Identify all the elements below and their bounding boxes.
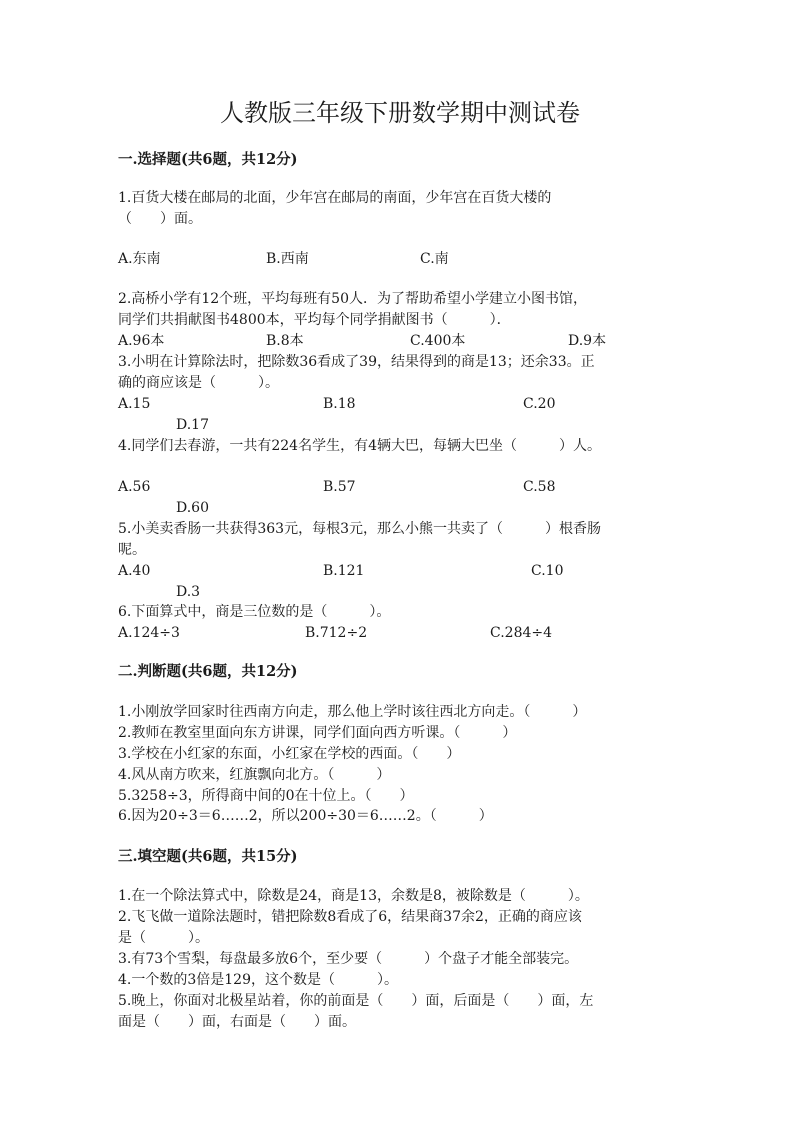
judge-item-5: 5.3258÷3，所得商中间的0在十位上。（ ） <box>118 788 414 804</box>
page-title: 人教版三年级下册数学期中测试卷 <box>220 99 580 127</box>
q5-option-a: A.40 <box>118 563 151 579</box>
q1-option-b: B.西南 <box>266 251 309 267</box>
q6-option-c: C.284÷4 <box>490 625 553 641</box>
q4-line1: 4.同学们去春游，一共有224名学生，有4辆大巴，每辆大巴坐（ ）人。 <box>118 438 601 454</box>
fill-line-4: 3.有73个雪梨，每盘最多放6个，至少要（ ）个盘子才能全部装完。 <box>118 951 579 967</box>
q5-option-c: C.10 <box>531 563 564 579</box>
q1-line1: 1.百货大楼在邮局的北面，少年宫在邮局的南面，少年宫在百货大楼的 <box>118 190 552 206</box>
q1-option-c: C.南 <box>420 251 449 267</box>
q2-option-c: C.400本 <box>410 333 466 349</box>
fill-line-5: 4.一个数的3倍是129，这个数是（ ）。 <box>118 972 398 988</box>
q6-line1: 6.下面算式中，商是三位数的是（ ）。 <box>118 604 391 620</box>
q4-option-c: C.58 <box>523 479 556 495</box>
q4-option-a: A.56 <box>118 479 151 495</box>
q5-line1: 5.小美卖香肠一共获得363元，每根3元，那么小熊一共卖了（ ）根香肠 <box>118 521 601 537</box>
judge-item-3: 3.学校在小红家的东面，小红家在学校的西面。（ ） <box>118 746 461 762</box>
fill-line-7: 面是（ ）面，右面是（ ）面。 <box>118 1014 356 1030</box>
section-heading-judgement: 二.判断题(共6题，共12分) <box>118 663 298 680</box>
q5-line2: 呢。 <box>118 542 146 558</box>
judge-item-2: 2.教师在教室里面向东方讲课，同学们面向西方听课。（ ） <box>118 725 517 741</box>
fill-line-1: 1.在一个除法算式中，除数是24，商是13，余数是8，被除数是（ ）。 <box>118 888 589 904</box>
q3-line1: 3.小明在计算除法时，把除数36看成了39，结果得到的商是13；还余33。正 <box>118 354 595 370</box>
q2-option-d: D.9本 <box>568 333 607 349</box>
q3-option-c: C.20 <box>523 396 556 412</box>
judge-item-4: 4.风从南方吹来，红旗飘向北方。（ ） <box>118 767 391 783</box>
q2-option-a: A.96本 <box>118 333 165 349</box>
q1-option-a: A.东南 <box>118 251 161 267</box>
q2-line2: 同学们共捐献图书4800本，平均每个同学捐献图书（ ）． <box>118 312 511 328</box>
q5-option-b: B.121 <box>323 563 365 579</box>
q6-option-b: B.712÷2 <box>305 625 368 641</box>
fill-line-6: 5.晚上，你面对北极星站着，你的前面是（ ）面，后面是（ ）面，左 <box>118 993 594 1009</box>
q2-option-b: B.8本 <box>266 333 304 349</box>
q4-option-d: D.60 <box>176 500 209 516</box>
fill-line-2: 2.飞飞做一道除法题时，错把除数8看成了6，结果商37余2，正确的商应该 <box>118 909 582 925</box>
judge-item-6: 6.因为20÷3＝6……2，所以200÷30＝6……2。（ ） <box>118 808 493 824</box>
q3-line2: 确的商应该是（ ）。 <box>118 375 279 391</box>
fill-line-3: 是（ ）。 <box>118 930 209 946</box>
q3-option-a: A.15 <box>118 396 151 412</box>
q6-option-a: A.124÷3 <box>118 625 180 641</box>
q5-option-d: D.3 <box>176 584 201 600</box>
q3-option-d: D.17 <box>176 417 209 433</box>
section-heading-choice: 一.选择题(共6题，共12分) <box>118 151 298 168</box>
q3-option-b: B.18 <box>323 396 356 412</box>
judge-item-1: 1.小刚放学回家时往西南方向走，那么他上学时该往西北方向走。（ ） <box>118 704 587 720</box>
q1-line2: （ ）面。 <box>118 211 202 227</box>
section-heading-fill: 三.填空题(共6题，共15分) <box>118 848 298 865</box>
q4-option-b: B.57 <box>323 479 356 495</box>
q2-line1: 2.高桥小学有12个班，平均每班有50人．为了帮助希望小学建立小图书馆， <box>118 291 587 307</box>
